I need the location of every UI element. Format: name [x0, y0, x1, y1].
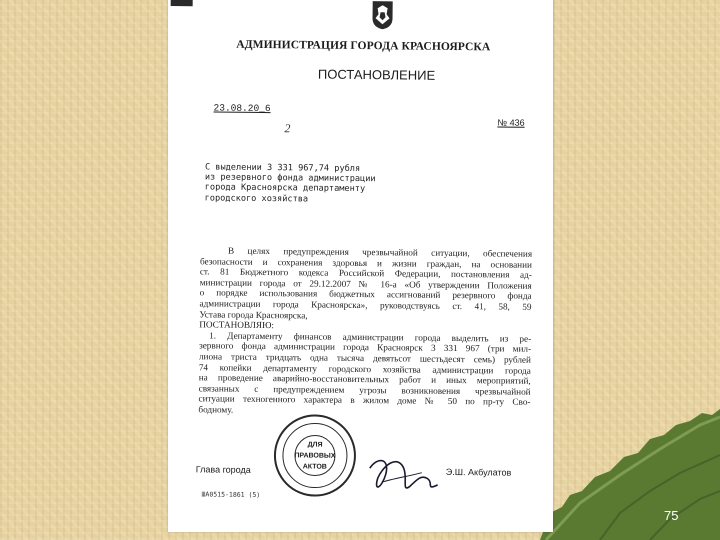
- footer-code: ША0515-1861 (5): [201, 490, 261, 499]
- body-line: министрации города от 29.12.2007 № 16-а «Об утверждении Положения: [199, 277, 532, 291]
- body-line: администрации города Красноярска», руководствуясь ст. 41, 58, 59: [199, 298, 532, 312]
- body-line: зервного фонда администрации города Красноярск 3 331 967 (три мил-: [199, 340, 532, 355]
- body-line: 1. Департаменту финансов администрации города выделить из ре-: [209, 330, 532, 344]
- document-subject: [205, 162, 405, 205]
- scan-edge-mark: [171, 0, 193, 6]
- document-number: № 436: [497, 117, 525, 128]
- subject-line: из резервного фонда администрации: [204, 172, 376, 185]
- krasnoyarsk-coat-of-arms-icon: [371, 0, 393, 30]
- subject-line: городского хозяйства: [204, 193, 309, 205]
- legal-acts-stamp: [272, 412, 359, 499]
- signer-title: Глава города: [195, 464, 251, 475]
- document-scan: [168, 0, 553, 532]
- body-line: Устава города Красноярска,: [199, 308, 308, 321]
- document-type: ПОСТАНОВЛЕНИЕ: [317, 66, 436, 83]
- document-date: 23.08.20_6: [213, 102, 271, 115]
- signature: [363, 448, 444, 501]
- subject-line: С выделении 3 331 967,74 рубля: [204, 162, 361, 175]
- stamp-line: АКТОВ: [302, 463, 327, 471]
- body-line: безопасности и сохранения здоровья и жизни граждан, на основании: [199, 255, 533, 270]
- body-line: о порядке использования бюджетных ассигнований резервного фонда: [199, 287, 532, 302]
- signer-name: Э.Ш. Акбулатов: [445, 466, 512, 478]
- body-line: бодному.: [198, 404, 234, 415]
- body-line: ситуации техногенного характера в жилом доме № 50 по пр-ту Сво-: [198, 393, 531, 408]
- stamp-line: ДЛЯ: [307, 441, 323, 449]
- body-line: ПОСТАНОВЛЯЮ:: [199, 319, 275, 331]
- document-body: [198, 245, 532, 418]
- body-line: лиона триста тридцать одна тысяча девятьсот шестьдесят семь) рублей: [198, 351, 532, 365]
- body-line: на проведение аварийно-восстановительных работ и иных мероприятий,: [198, 372, 531, 386]
- administration-title: АДМИНИСТРАЦИЯ ГОРОДА КРАСНОЯРСКА: [236, 38, 491, 54]
- body-line: 74 копейки департаменту городского хозяйства администрации города: [198, 361, 531, 376]
- body-line: ст. 81 Бюджетного кодекса Российской Федерации, постановления ад-: [199, 266, 532, 281]
- subject-line: города Красноярска департаменту: [204, 182, 366, 195]
- document-content: [168, 0, 553, 532]
- slide-number: 75: [664, 508, 679, 523]
- handwritten-mark: 2: [284, 121, 291, 136]
- body-line: В целях предупреждения чрезвычайной ситуации, обеспечения: [228, 245, 533, 259]
- body-line: связанных с предупреждением угрозы возникновения чрезвычайной: [198, 383, 531, 397]
- stamp-line: ПРАВОВЫХ: [294, 452, 336, 460]
